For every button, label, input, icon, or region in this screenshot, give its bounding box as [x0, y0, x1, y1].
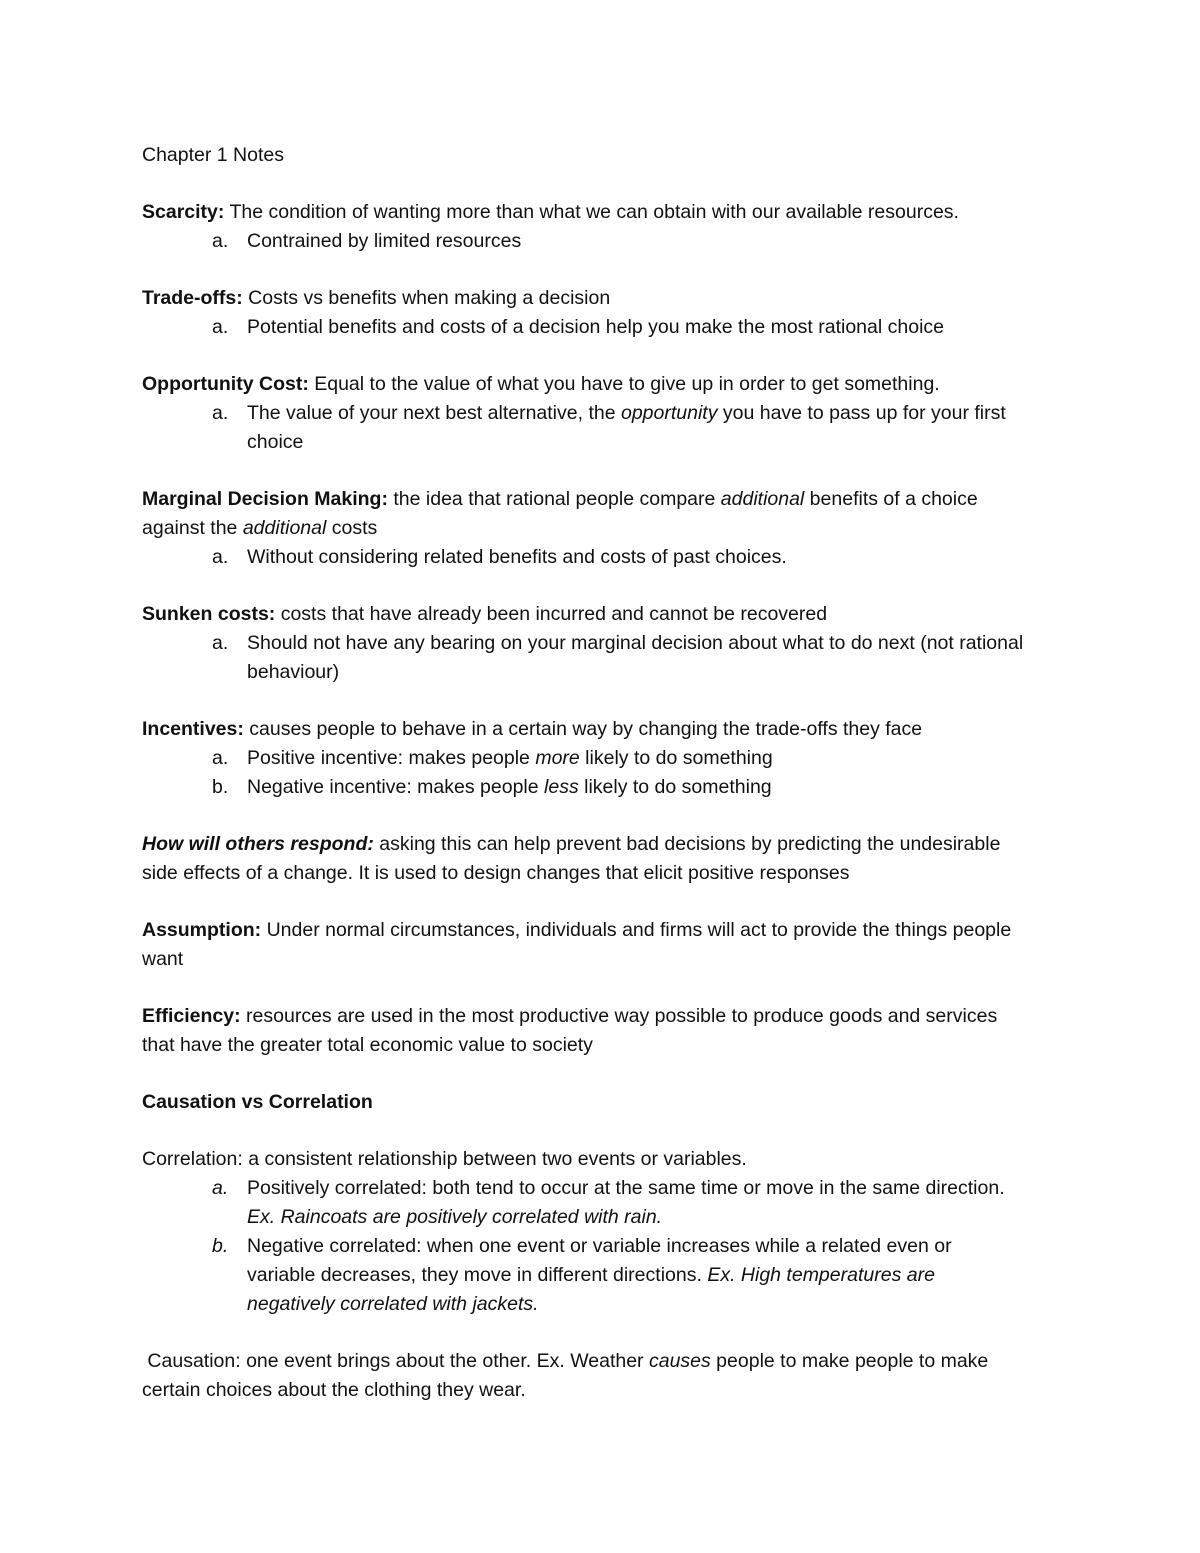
opportunity-list [142, 399, 1062, 457]
document-body [142, 141, 1062, 1405]
term-marginal-decision: Marginal Decision Making: [142, 488, 388, 510]
list-item [142, 227, 1062, 256]
term-opportunity-cost: Opportunity Cost: [142, 373, 309, 395]
correlation-intro: Correlation: a consistent relationship between two events or variables. [142, 1148, 747, 1170]
list-item-text: Positive incentive: makes people more likely to do something [247, 747, 773, 769]
definition-sunken-costs [142, 600, 1062, 629]
term-incentives: Incentives: [142, 718, 244, 740]
term-sunken-costs: Sunken costs: [142, 603, 276, 625]
definition-text: causes people to behave in a certain way by changing the trade-offs they face [243, 718, 923, 740]
term-how-will-others-respond: How will others respond: [142, 833, 374, 855]
list-marker: a. [212, 316, 229, 338]
example-text: Ex. High temperatures are negatively correlated with jackets. [247, 1264, 935, 1315]
list-item [142, 1174, 1062, 1232]
definition-opportunity-cost [142, 370, 1062, 399]
list-item [142, 399, 1062, 457]
example-text: Ex. Raincoats are positively correlated with rain. [247, 1206, 663, 1228]
emphasis: more [535, 747, 580, 769]
term-efficiency: Efficiency: [142, 1005, 241, 1027]
emphasis: opportunity [620, 402, 718, 424]
definition-scarcity [142, 198, 1062, 227]
definition-text: Costs vs benefits when making a decision [242, 287, 611, 309]
list-marker: a. [212, 747, 229, 769]
term-scarcity: Scarcity: [142, 201, 225, 223]
emphasis: additional [720, 488, 805, 510]
tradeoffs-list [142, 313, 1062, 342]
scarcity-list [142, 227, 1062, 256]
definition-incentives [142, 715, 1062, 744]
emphasis: additional [242, 517, 327, 539]
list-item-text: Negative correlated: when one event or variable increases while a related even or variable decreases, they move in different directions. Ex. High temperatures are negatively correlated with jackets. [247, 1235, 952, 1315]
incentives-list [142, 744, 1062, 802]
correlation-list [142, 1174, 1062, 1319]
section-heading: Causation vs Correlation [142, 1091, 373, 1113]
list-item-text: Contrained by limited resources [247, 230, 522, 252]
causation-paragraph: Causation: one event brings about the other. Ex. Weather causes people to make people to make certain choices about the clothing they wear. [142, 1350, 994, 1401]
emphasis: causes [648, 1350, 711, 1372]
definition-marginal-decision: Marginal Decision Making: the idea that rational people compare additional benefits of a choice against the additional costs [142, 488, 978, 539]
definition-text: The condition of wanting more than what we can obtain with our available resources. [224, 201, 959, 223]
list-item-text: Negative incentive: makes people less likely to do something [247, 776, 772, 798]
list-marker: a. [212, 402, 229, 424]
definition-efficiency [142, 1002, 1012, 1060]
marginal-list [142, 543, 1062, 572]
list-marker: b. [212, 1235, 229, 1257]
definition-text: costs that have already been incurred and cannot be recovered [275, 603, 828, 625]
sunken-list [142, 629, 1062, 687]
term-assumption: Assumption: [142, 919, 262, 941]
list-item [142, 1232, 1062, 1319]
definition-how-will-others-respond [142, 830, 1037, 888]
list-marker: a. [212, 230, 229, 252]
list-marker: a. [212, 1177, 229, 1199]
emphasis: less [544, 776, 579, 798]
definition-text: Under normal circumstances, individuals and firms will act to provide the things people want [142, 919, 1012, 970]
definition-assumption [142, 916, 1037, 974]
list-item [142, 744, 1062, 773]
definition-text: Equal to the value of what you have to give up in order to get something. [308, 373, 940, 395]
definition-text: asking this can help prevent bad decisions by predicting the undesirable side effects of a change. It is used to design changes that elicit positive responses [142, 833, 1001, 884]
list-marker: b. [212, 776, 229, 798]
list-item [142, 543, 1062, 572]
term-tradeoffs: Trade-offs: [142, 287, 243, 309]
list-item-text: The value of your next best alternative, the opportunity you have to pass up for your first choice [247, 402, 1006, 453]
list-item [142, 629, 1062, 687]
list-item-text: Potential benefits and costs of a decision help you make the most rational choice [247, 316, 944, 338]
list-item-text: Without considering related benefits and costs of past choices. [247, 546, 787, 568]
list-marker: a. [212, 632, 229, 654]
page-title: Chapter 1 Notes [142, 144, 284, 166]
definition-text: resources are used in the most productive way possible to produce goods and services that have the greater total economic value to society [142, 1005, 998, 1056]
list-item-text: Should not have any bearing on your marginal decision about what to do next (not rational behaviour) [247, 632, 1024, 683]
list-marker: a. [212, 546, 229, 568]
definition-tradeoffs [142, 284, 1062, 313]
list-item [142, 773, 1062, 802]
list-item [142, 313, 1062, 342]
list-item-text: Positively correlated: both tend to occur at the same time or move in the same direction. Ex. Raincoats are positively correlated with rain. [247, 1177, 1005, 1228]
